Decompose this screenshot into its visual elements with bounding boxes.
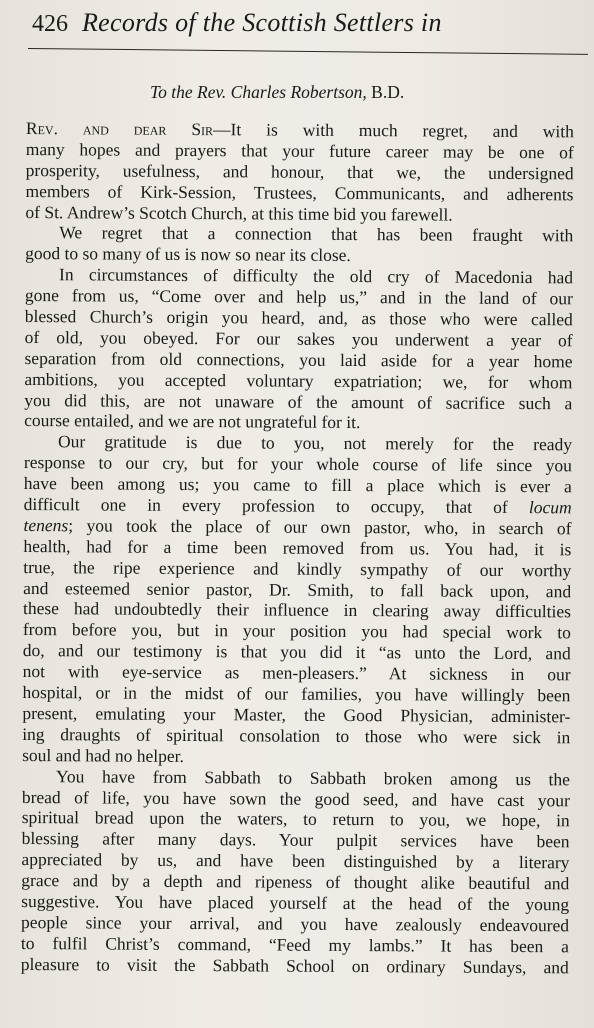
- line-text: difficult one in every profession to occupy, that of: [23, 494, 508, 517]
- line-text: appreciated by us, and have been distinguished by a literary: [21, 849, 570, 873]
- letter-address: [150, 82, 404, 103]
- line-text: people since your arrival, and you have zealously endeavoured: [21, 911, 570, 936]
- line-text: members of Kirk-Session, Trustees, Communicants, and adherents: [25, 180, 574, 205]
- salutation-opening: Rev. and dear Sir—: [25, 118, 231, 140]
- page-number: 426: [32, 11, 68, 37]
- line-text: grace and by a depth and ripeness of thought alike beautiful and: [21, 870, 570, 894]
- header-rule: [28, 48, 588, 55]
- line-text: gone from us, “Come over and help us,” and in the land of our: [24, 285, 573, 309]
- line-text: ing draughts of spiritual consolation to those who were sick in: [22, 723, 571, 748]
- line-text: blessing after many days. Your pulpit services have been: [21, 828, 570, 852]
- line-text: have been among us; you came to fill a place which is ever a: [23, 473, 572, 497]
- line-text: of old, you obeyed. For our sakes you underwent a year of: [24, 326, 573, 351]
- line-text: response to our cry, but for your whole course of life since you: [23, 452, 572, 476]
- line-text: You have from Sabbath to Sabbath broken among us the: [55, 765, 571, 789]
- line-text: In circumstances of difficulty the old cry of Macedonia had: [58, 264, 574, 288]
- line-text: ambitions, you accepted voluntary expatriation; we, for whom: [24, 368, 573, 393]
- addressee-degree: B.D.: [371, 82, 405, 102]
- line-text: bread of life, you have sown the good seed, and have cast your: [21, 786, 570, 810]
- line-text: of St. Andrew’s Scotch Church, at this time bid you farewell.: [25, 201, 453, 225]
- line-text: We regret that a connection that has been fraught with: [59, 222, 574, 246]
- line-text: not with eye-service as men-pleasers.” At sickness in our: [22, 661, 571, 685]
- line-text: from before you, but in your position you had special work to: [22, 619, 571, 643]
- line-text: blessed Church’s origin you heard, and, as those who were called: [24, 306, 573, 330]
- line-text: and esteemed senior pastor, Dr. Smith, to fall back upon, and: [23, 577, 572, 601]
- line-text: ; you took the place of our own pastor, who, in search of: [68, 515, 572, 539]
- line-text: spiritual bread upon the waters, to return to you, we hope, in: [21, 807, 570, 831]
- line-text: pleasure to visit the Sabbath School on ordinary Sundays, and: [20, 953, 569, 977]
- line-text: many hopes and prayers that your future career may be one of: [25, 138, 574, 163]
- line-text: do, and our testimony is that you did it “as unto the Lord, and: [22, 640, 571, 664]
- line-text: true, the ripe experience and kindly sympathy of our worthy: [23, 556, 572, 581]
- line-text: hospital, or in the midst of our families, you have willingly been: [22, 682, 571, 706]
- letter-addressee: To the Rev. Charles Robertson,: [150, 82, 367, 102]
- line-text: health, had for a time been removed from us. You had, it is: [23, 535, 572, 560]
- line-text: these had undoubtedly their influence in clearing away difficulties: [22, 598, 572, 622]
- italic-term: tenens: [23, 514, 69, 536]
- line-text: It is with much regret, and with: [230, 119, 574, 142]
- letter-body: [21, 118, 574, 978]
- running-head: [32, 8, 572, 48]
- italic-term: locum: [528, 497, 572, 518]
- line-text: separation from old connections, you laid aside for a year home: [24, 347, 573, 372]
- line-text: good to so many of us is now so near its close.: [25, 243, 351, 266]
- line-text: Our gratitude is due to you, not merely for the ready: [57, 431, 573, 455]
- line-text: prosperity, usefulness, and honour, that we, the undersigned: [25, 159, 574, 184]
- line-text: you did this, are not unaware of the amount of sacrifice such a: [24, 389, 573, 413]
- line-text: soul and had no helper.: [22, 744, 185, 766]
- line-text: suggestive. You have placed yourself at the head of the young: [21, 890, 570, 915]
- text-line: [21, 954, 569, 978]
- running-title: Records of the Scottish Settlers in: [82, 8, 442, 37]
- line-text: to fulfil Christ’s command, “Feed my lambs.” It has been a: [20, 932, 570, 957]
- line-text: course entailed, and we are not ungrateful for it.: [24, 410, 361, 433]
- line-text: present, emulating your Master, the Good Physician, administer-: [22, 702, 571, 727]
